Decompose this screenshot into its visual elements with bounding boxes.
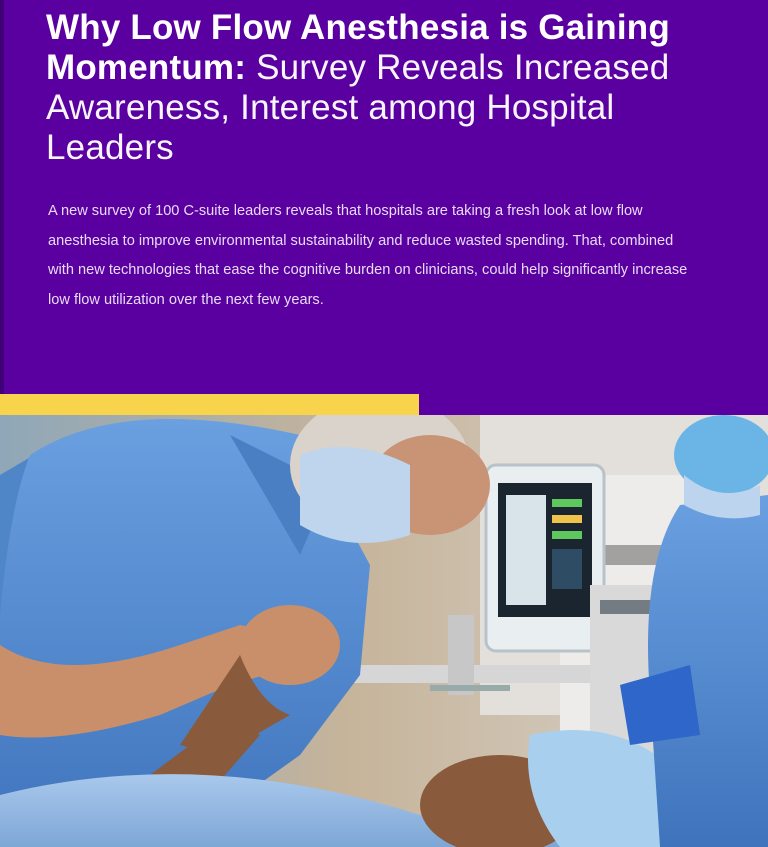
patient-monitor (486, 465, 604, 651)
accent-bar (0, 394, 419, 415)
title-subtitle: Survey Reveals Increased Awareness, Interest among Hospital Leaders (46, 48, 670, 167)
operating-room-illustration (0, 415, 768, 847)
intro-paragraph: A new survey of 100 C-suite leaders reveals that hospitals are taking a fresh look at low flow anesthesia to improve environmental sustainability and reduce wasted spending. That, combined with new technologies that ease the cognitive burden on clinicians, could help significantly increase low flow utilization over the next few years. (48, 203, 688, 308)
surgical-mask (300, 447, 410, 543)
title-bold: Why Low Flow Anesthesia is Gaining Momentum: (46, 8, 670, 87)
hero-banner (0, 0, 768, 415)
hero-photo (0, 415, 768, 847)
page-title (46, 8, 746, 168)
clasped-hands (240, 605, 340, 685)
right-clinician-scrubs (648, 495, 768, 847)
